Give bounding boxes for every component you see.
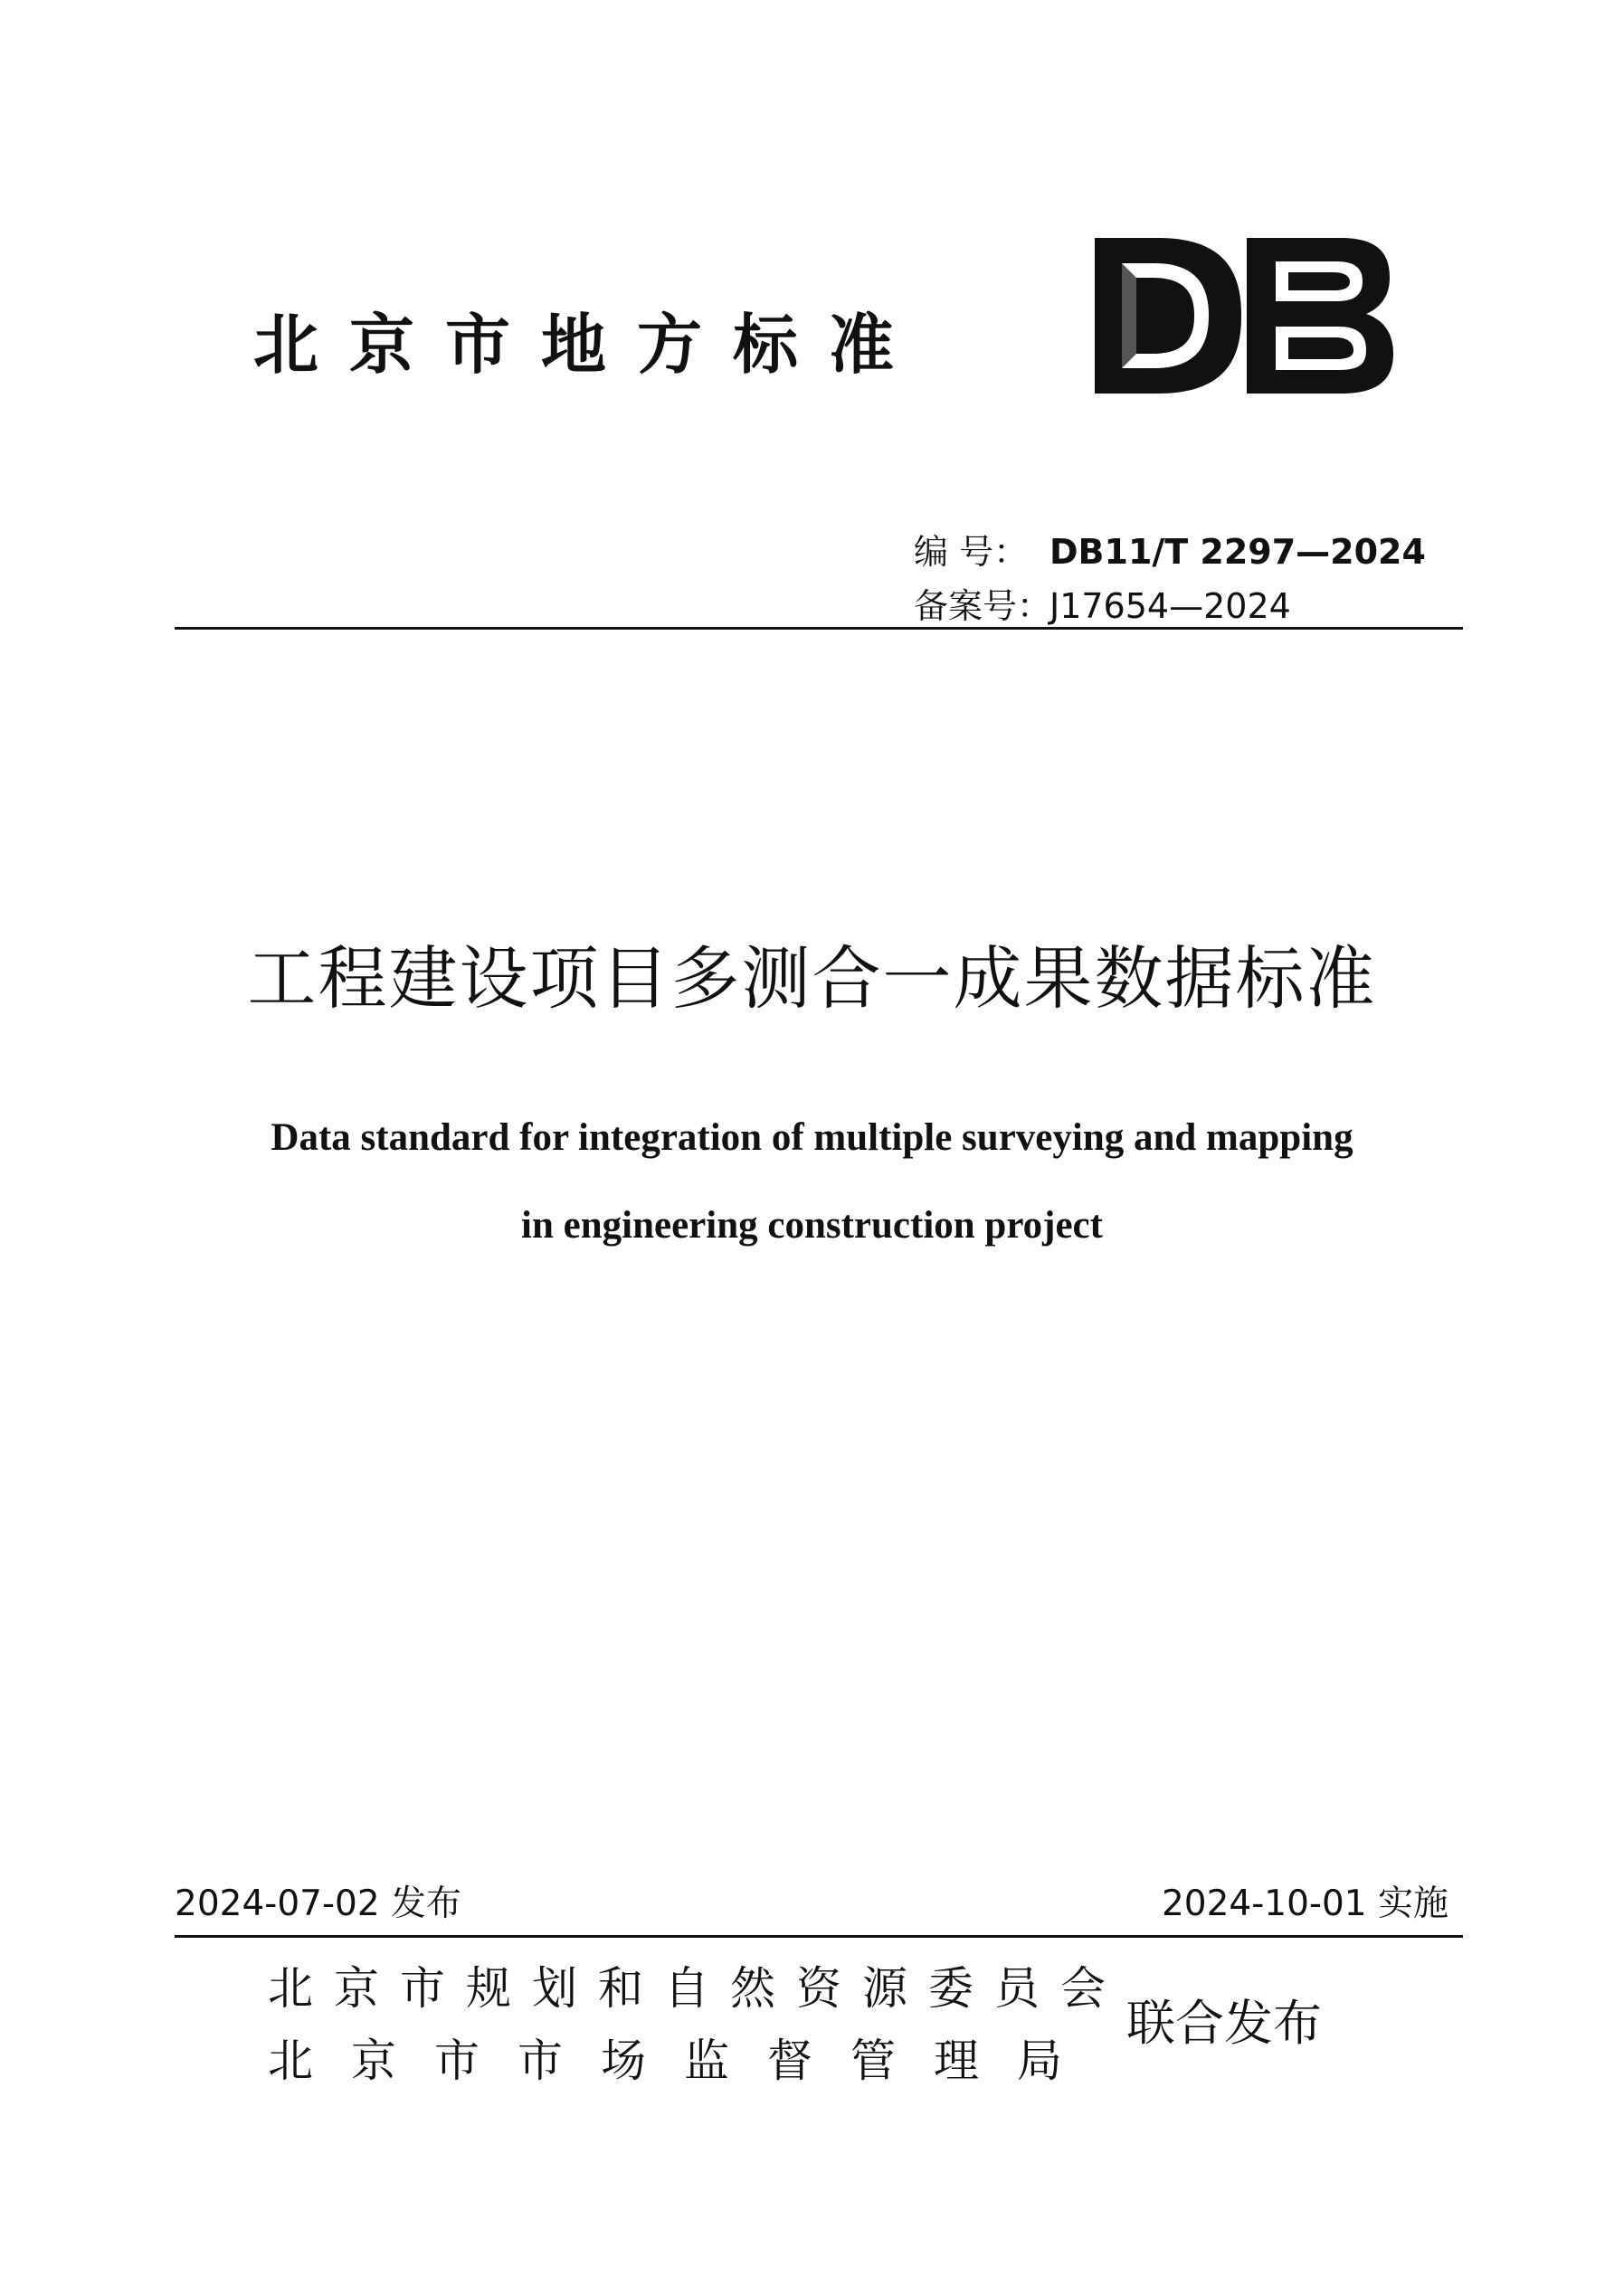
footer-divider xyxy=(175,1935,1463,1938)
record-number-line xyxy=(914,579,1426,633)
implement-date: 2024-10-01 实施 xyxy=(1161,1883,1448,1924)
issue-date: 2024-07-02 发布 xyxy=(175,1883,462,1924)
issuer-planning-commission: 北京市规划和自然资源委员会 xyxy=(268,1962,1126,2015)
standard-number-value: DB11/T 2297—2024 xyxy=(1049,532,1426,572)
record-number-label: 备案号： xyxy=(914,586,1052,626)
header-divider xyxy=(175,627,1463,630)
record-number-value: J17654—2024 xyxy=(1049,586,1291,626)
standard-code-block xyxy=(914,525,1426,633)
standard-number-label: 编 号： xyxy=(914,532,1029,572)
issuer-market-bureau: 北京市市场监督管理局 xyxy=(268,2035,1100,2087)
title-english-line1: Data standard for integration of multiple surveying and mapping xyxy=(271,1116,1353,1159)
title-english-line2: in engineering construction project xyxy=(521,1204,1103,1247)
title-chinese: 工程建设项目多测合一成果数据标准 xyxy=(247,938,1377,1019)
db-logo xyxy=(1095,238,1393,394)
standard-number-line xyxy=(914,525,1426,579)
standard-type-heading: 北京市地方标准 xyxy=(253,306,926,383)
joint-release-label: 联合发布 xyxy=(1126,1995,1322,2052)
